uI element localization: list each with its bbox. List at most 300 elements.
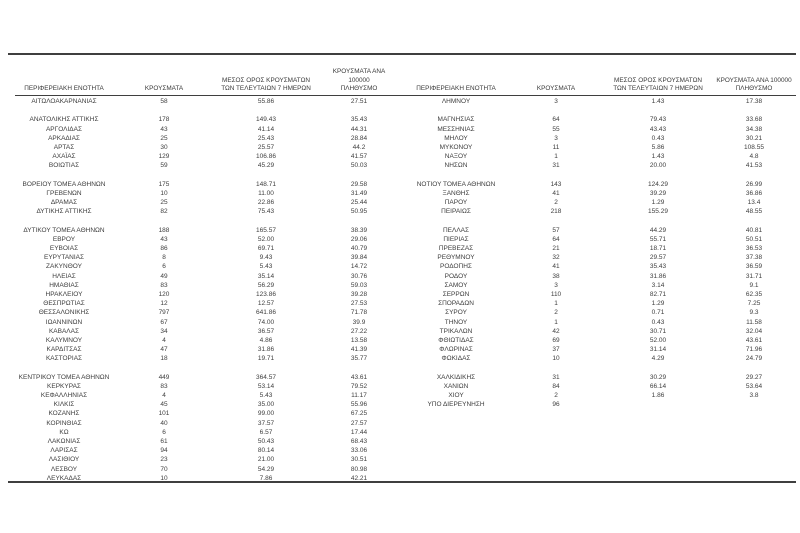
region-cell: ΠΕΙΡΑΙΩΣ — [441, 208, 471, 216]
per100k-cell: 31.71 — [745, 272, 763, 280]
cases-cell: 25 — [160, 134, 168, 142]
avg7-cell: 54.29 — [257, 465, 275, 473]
per100k-cell: 27.53 — [350, 300, 368, 308]
avg7-cell: 9.43 — [259, 254, 273, 262]
per100k-cell: 43.61 — [350, 373, 368, 381]
region-cell: ΔΡΑΜΑΣ — [50, 199, 78, 207]
region-cell: ΜΕΣΣΗΝΙΑΣ — [437, 125, 475, 133]
table-row — [10, 253, 396, 262]
table-row — [10, 180, 396, 189]
cases-cell: 34 — [160, 327, 168, 335]
avg7-cell: 82.71 — [649, 290, 667, 298]
region-cell: ΚΟΡΙΝΘΙΑΣ — [46, 419, 82, 427]
cases-cell: 10 — [160, 189, 168, 197]
region-cell: ΦΩΚΙΔΑΣ — [441, 355, 471, 363]
region-cell: ΔΥΤΙΚΗΣ ΑΤΤΙΚΗΣ — [36, 208, 92, 216]
table-row — [10, 134, 396, 143]
region-cell: ΛΗΜΝΟΥ — [441, 98, 471, 105]
per100k-cell: 108.55 — [744, 143, 764, 151]
avg7-cell: 80.14 — [257, 447, 275, 455]
table-body — [402, 97, 794, 409]
per100k-cell: 30.51 — [350, 456, 368, 464]
region-cell: ΣΥΡΟΥ — [445, 309, 467, 317]
table-row — [10, 437, 396, 446]
per100k-cell: 43.61 — [745, 336, 763, 344]
region-cell: ΔΥΤΙΚΟΥ ΤΟΜΕΑ ΑΘΗΝΩΝ — [23, 226, 105, 234]
table-row — [10, 207, 396, 216]
cases-cell: 188 — [158, 226, 170, 234]
per100k-cell: 48.55 — [745, 208, 763, 216]
table-row — [10, 419, 396, 428]
region-cell: ΠΡΕΒΕΖΑΣ — [438, 245, 474, 252]
row-group — [10, 97, 396, 106]
cases-cell: 449 — [158, 373, 170, 381]
region-cell: ΛΑΡΙΣΑΣ — [50, 447, 78, 455]
cases-cell: 61 — [160, 437, 168, 445]
cases-cell: 37 — [552, 346, 560, 354]
region-cell: ΓΡΕΒΕΝΩΝ — [46, 189, 82, 197]
cases-cell: 59 — [160, 162, 168, 170]
table-row — [402, 235, 794, 244]
region-cell: ΛΕΣΒΟΥ — [50, 465, 78, 473]
table-row — [10, 272, 396, 281]
per100k-cell: 27.22 — [350, 327, 368, 335]
per100k-cell: 7.25 — [747, 300, 761, 308]
table-row — [10, 290, 396, 299]
cases-cell: 30 — [160, 143, 168, 151]
avg7-cell: 123.86 — [256, 290, 276, 298]
cases-cell: 1 — [554, 300, 558, 308]
per100k-cell: 13.4 — [747, 199, 761, 207]
per100k-cell: 40.81 — [745, 226, 763, 234]
row-group — [10, 226, 396, 364]
avg7-cell: 5.43 — [259, 392, 273, 399]
table-row — [10, 474, 396, 483]
cases-cell: 64 — [552, 235, 560, 243]
region-cell: ΑΧΑΪΑΣ — [52, 153, 76, 161]
avg7-cell: 124.29 — [648, 180, 668, 188]
region-cell: ΤΗΝΟΥ — [444, 318, 468, 326]
per100k-cell: 9.3 — [749, 309, 759, 317]
cases-cell: 1 — [554, 318, 558, 326]
region-cell: ΜΥΚΟΝΟΥ — [439, 143, 473, 151]
column-header-avg7: ΜΕΣΟΣ ΟΡΟΣ ΚΡΟΥΣΜΑΤΩΝ ΤΩΝ ΤΕΛΕΥΤΑΙΩΝ 7 ΗΜΕΡΩΝ — [221, 76, 311, 92]
region-cell: ΚΙΛΚΙΣ — [53, 401, 75, 409]
table-row — [402, 244, 794, 253]
cases-cell: 64 — [552, 116, 560, 124]
cases-cell: 31 — [552, 373, 560, 381]
cases-cell: 12 — [160, 300, 168, 308]
table-row — [402, 318, 794, 327]
table-row — [10, 97, 396, 106]
per100k-cell: 59.03 — [350, 281, 368, 289]
region-cell: ΚΑΛΥΜΝΟΥ — [45, 336, 83, 344]
regional-units-table-left — [10, 53, 396, 483]
table-header-row — [402, 53, 794, 95]
per100k-cell: 55.96 — [350, 401, 368, 409]
per100k-cell: 25.44 — [350, 199, 368, 207]
region-cell: ΕΒΡΟΥ — [52, 235, 76, 243]
table-row — [10, 152, 396, 161]
avg7-cell: 1.43 — [651, 98, 665, 105]
avg7-cell: 6.57 — [259, 428, 273, 436]
avg7-cell: 165.57 — [256, 226, 276, 234]
table-row — [402, 272, 794, 281]
cases-cell: 797 — [158, 309, 170, 317]
table-row — [10, 226, 396, 235]
per100k-cell: 79.52 — [350, 382, 368, 390]
region-cell: ΡΟΔΟΠΗΣ — [440, 263, 472, 271]
per100k-cell: 27.51 — [350, 98, 368, 105]
table-row — [10, 143, 396, 152]
avg7-cell: 52.00 — [649, 336, 667, 344]
avg7-cell: 41.14 — [257, 125, 275, 133]
cases-cell: 25 — [160, 199, 168, 207]
avg7-cell: 45.29 — [257, 162, 275, 170]
per100k-cell: 33.68 — [745, 116, 763, 124]
table-body — [10, 97, 396, 483]
avg7-cell: 39.29 — [649, 189, 667, 197]
cases-cell: 1 — [554, 153, 558, 161]
per100k-cell: 29.27 — [745, 373, 763, 381]
column-header-region: ΠΕΡΙΦΕΡΕΙΑΚΗ ΕΝΟΤΗΤΑ — [416, 84, 496, 92]
avg7-cell: 37.57 — [257, 419, 275, 427]
per100k-cell: 67.25 — [350, 410, 368, 418]
avg7-cell: 106.86 — [256, 153, 276, 161]
cases-cell: 10 — [552, 355, 560, 363]
cases-cell: 94 — [160, 447, 168, 455]
cases-cell: 47 — [160, 346, 168, 354]
region-cell: ΠΕΛΛΑΣ — [442, 226, 470, 234]
table-row — [10, 428, 396, 437]
table-row — [402, 226, 794, 235]
region-cell: ΜΗΛΟΥ — [444, 134, 468, 142]
row-group — [10, 373, 396, 483]
avg7-cell: 55.86 — [257, 98, 275, 105]
region-cell: ΑΙΤΩΛΟΑΚΑΡΝΑΝΙΑΣ — [31, 98, 97, 105]
avg7-cell — [602, 400, 714, 409]
table-row — [10, 354, 396, 363]
column-header-per100k: ΚΡΟΥΣΜΑΤΑ ΑΝΑ 100000 ΠΛΗΘΥΣΜΟ — [716, 76, 792, 92]
avg7-cell: 4.29 — [651, 355, 665, 363]
avg7-cell: 5.86 — [651, 143, 665, 151]
region-cell: ΚΕΝΤΡΙΚΟΥ ΤΟΜΕΑ ΑΘΗΝΩΝ — [18, 373, 110, 381]
region-cell: ΧΑΛΚΙΔΙΚΗΣ — [436, 373, 476, 381]
per100k-cell: 9.1 — [749, 281, 759, 289]
per100k-cell: 36.59 — [745, 263, 763, 271]
cases-cell: 8 — [162, 254, 166, 262]
table-row — [402, 299, 794, 308]
region-cell: ΙΩΑΝΝΙΝΩΝ — [45, 318, 83, 326]
table-row — [10, 391, 396, 400]
table-row — [402, 97, 794, 106]
per100k-cell: 33.06 — [350, 447, 368, 455]
table-row — [402, 373, 794, 382]
cases-cell: 32 — [552, 254, 560, 262]
table-row — [402, 180, 794, 189]
table-row — [10, 409, 396, 418]
cases-cell: 84 — [552, 382, 560, 390]
table-row — [402, 354, 794, 363]
per100k-cell: 30.76 — [350, 272, 368, 280]
cases-cell: 6 — [162, 428, 166, 436]
table-row — [402, 382, 794, 391]
avg7-cell: 30.29 — [649, 373, 667, 381]
per100k-cell: 4.8 — [749, 153, 759, 161]
regional-units-table-right — [402, 53, 794, 409]
per100k-cell: 71.78 — [350, 309, 368, 317]
cases-cell: 3 — [554, 281, 558, 289]
cases-cell: 23 — [160, 456, 168, 464]
region-cell: ΚΩ — [59, 428, 69, 436]
table-row — [402, 189, 794, 198]
cases-cell: 2 — [554, 392, 558, 399]
per100k-cell: 27.57 — [350, 419, 368, 427]
region-cell: ΒΟΡΕΙΟΥ ΤΟΜΕΑ ΑΘΗΝΩΝ — [22, 180, 106, 188]
per100k-cell: 13.58 — [350, 336, 368, 344]
region-cell: ΦΘΙΩΤΙΔΑΣ — [438, 336, 474, 344]
region-cell: ΞΑΝΘΗΣ — [442, 189, 470, 197]
region-cell: ΠΙΕΡΙΑΣ — [443, 235, 469, 243]
region-cell: ΑΡΚΑΔΙΑΣ — [48, 134, 80, 142]
table-row — [402, 125, 794, 134]
avg7-cell: 1.43 — [651, 153, 665, 161]
cases-cell: 58 — [160, 98, 168, 105]
region-cell: ΛΕΥΚΑΔΑΣ — [46, 474, 82, 482]
table-row — [402, 391, 794, 400]
avg7-cell: 21.00 — [257, 456, 275, 464]
table-row — [10, 308, 396, 317]
avg7-cell: 25.43 — [257, 134, 275, 142]
avg7-cell: 79.43 — [649, 116, 667, 124]
cases-cell: 178 — [158, 116, 170, 124]
avg7-cell: 35.43 — [649, 263, 667, 271]
per100k-cell: 11.17 — [351, 392, 367, 399]
region-cell: ΜΑΓΝΗΣΙΑΣ — [437, 116, 475, 124]
cases-cell: 143 — [550, 180, 562, 188]
per100k-cell: 32.04 — [745, 327, 763, 335]
table-row — [10, 198, 396, 207]
table-row — [402, 290, 794, 299]
cases-cell: 129 — [158, 153, 170, 161]
avg7-cell: 0.43 — [651, 134, 665, 142]
region-cell: ΘΕΣΠΡΩΤΙΑΣ — [43, 300, 85, 308]
per100k-cell: 34.38 — [745, 125, 763, 133]
region-cell: ΧΑΝΙΩΝ — [443, 382, 469, 390]
region-cell: ΣΑΜΟΥ — [444, 281, 468, 289]
region-cell: ΝΟΤΙΟΥ ΤΟΜΕΑ ΑΘΗΝΩΝ — [416, 180, 496, 188]
avg7-cell: 0.71 — [651, 309, 665, 317]
avg7-cell: 5.43 — [259, 263, 273, 271]
per100k-cell: 14.72 — [350, 263, 368, 271]
per100k-cell: 68.43 — [350, 437, 368, 445]
per100k-cell: 36.86 — [745, 189, 763, 197]
table-row — [10, 115, 396, 124]
cases-cell: 41 — [552, 189, 560, 197]
cases-cell: 10 — [160, 474, 168, 482]
avg7-cell: 53.14 — [257, 382, 275, 390]
table-row — [10, 318, 396, 327]
region-cell: ΣΕΡΡΩΝ — [442, 290, 470, 298]
row-group — [10, 180, 396, 217]
per100k-cell: 62.35 — [745, 290, 763, 298]
avg7-cell: 149.43 — [256, 116, 276, 124]
avg7-cell: 43.43 — [649, 125, 667, 133]
avg7-cell: 74.00 — [257, 318, 275, 326]
per100k-cell: 39.9 — [352, 318, 366, 326]
region-cell: ΖΑΚΥΝΘΟΥ — [46, 263, 82, 271]
per100k-cell: 17.44 — [350, 428, 368, 436]
per100k-cell: 42.21 — [350, 474, 368, 482]
region-cell: ΑΝΑΤΟΛΙΚΗΣ ΑΤΤΙΚΗΣ — [29, 116, 99, 124]
avg7-cell: 66.14 — [649, 382, 667, 390]
table-row — [402, 281, 794, 290]
table-row — [10, 189, 396, 198]
cases-cell: 49 — [160, 272, 168, 280]
per100k-cell: 50.51 — [745, 235, 763, 243]
region-cell: ΡΟΔΟΥ — [444, 272, 468, 280]
avg7-cell: 22.86 — [257, 199, 275, 207]
per100k-cell: 38.39 — [350, 226, 368, 234]
table-row — [402, 152, 794, 161]
region-cell: ΠΑΡΟΥ — [444, 199, 468, 207]
cases-cell: 18 — [160, 355, 168, 363]
region-cell: ΕΥΡΥΤΑΝΙΑΣ — [43, 254, 85, 262]
avg7-cell: 7.86 — [259, 474, 273, 482]
table-row — [10, 382, 396, 391]
avg7-cell: 31.86 — [257, 346, 275, 354]
avg7-cell: 36.57 — [257, 327, 275, 335]
avg7-cell: 3.14 — [651, 281, 665, 289]
region-cell: ΝΗΣΩΝ — [444, 162, 468, 170]
table-row — [402, 253, 794, 262]
avg7-cell: 20.00 — [649, 162, 667, 170]
table-row — [402, 161, 794, 170]
cases-cell: 2 — [554, 309, 558, 317]
avg7-cell: 1.29 — [651, 199, 665, 207]
table-row — [10, 299, 396, 308]
region-cell: ΡΕΘΥΜΝΟΥ — [437, 254, 475, 262]
avg7-cell: 50.43 — [257, 437, 275, 445]
cases-cell: 218 — [550, 208, 562, 216]
region-cell: ΚΑΡΔΙΤΣΑΣ — [46, 346, 82, 354]
avg7-cell: 69.71 — [257, 245, 275, 252]
per100k-cell: 17.38 — [745, 98, 763, 105]
avg7-cell: 641.86 — [256, 309, 276, 317]
region-cell: ΦΛΩΡΙΝΑΣ — [439, 346, 473, 354]
avg7-cell: 148.71 — [256, 180, 276, 188]
avg7-cell: 44.29 — [649, 226, 667, 234]
per100k-cell: 50.03 — [350, 162, 368, 170]
table-row — [10, 161, 396, 170]
per100k-cell: 24.79 — [745, 355, 763, 363]
table-row — [10, 400, 396, 409]
avg7-cell: 31.14 — [649, 346, 667, 354]
table-row — [10, 446, 396, 455]
cases-cell: 110 — [550, 290, 562, 298]
region-cell: ΕΥΒΟΙΑΣ — [49, 245, 79, 252]
region-cell: ΤΡΙΚΑΛΩΝ — [439, 327, 473, 335]
per100k-cell: 31.49 — [350, 189, 368, 197]
region-cell: ΧΙΟΥ — [448, 392, 464, 399]
table-row — [10, 244, 396, 253]
table-row — [10, 336, 396, 345]
per100k-cell: 44.31 — [350, 125, 368, 133]
per100k-cell: 44.2 — [352, 143, 366, 151]
table-row — [10, 281, 396, 290]
table-row — [10, 125, 396, 134]
avg7-cell: 12.57 — [257, 300, 275, 308]
row-group — [402, 226, 794, 364]
per100k-cell: 37.38 — [745, 254, 763, 262]
column-header-per100k: ΚΡΟΥΣΜΑΤΑ ΑΝΑ 100000 ΠΛΗΘΥΣΜΟ — [332, 68, 386, 92]
cases-cell: 83 — [160, 281, 168, 289]
cases-cell: 96 — [552, 401, 560, 409]
row-group — [402, 373, 794, 410]
column-header-avg7: ΜΕΣΟΣ ΟΡΟΣ ΚΡΟΥΣΜΑΤΩΝ ΤΩΝ ΤΕΛΕΥΤΑΙΩΝ 7 ΗΜΕΡΩΝ — [613, 76, 703, 92]
cases-cell: 41 — [552, 263, 560, 271]
avg7-cell: 155.29 — [648, 208, 668, 216]
region-cell: ΗΡΑΚΛΕΙΟΥ — [45, 290, 83, 298]
cases-cell: 70 — [160, 465, 168, 473]
table-row — [10, 465, 396, 474]
per100k-cell: 3.8 — [749, 392, 759, 399]
per100k-cell: 71.96 — [745, 346, 763, 354]
table-row — [10, 373, 396, 382]
per100k-cell: 35.43 — [350, 116, 368, 124]
avg7-cell: 1.29 — [651, 300, 665, 308]
region-cell: ΑΡΤΑΣ — [53, 143, 75, 151]
row-group — [402, 180, 794, 217]
region-cell: ΝΑΞΟΥ — [444, 153, 468, 161]
row-group — [402, 115, 794, 170]
per100k-cell: 41.53 — [745, 162, 763, 170]
avg7-cell: 56.29 — [257, 281, 275, 289]
region-cell: ΑΡΓΟΛΙΔΑΣ — [45, 125, 83, 133]
cases-cell: 42 — [552, 327, 560, 335]
avg7-cell: 55.71 — [649, 235, 667, 243]
table-header-row — [10, 53, 396, 95]
region-cell: ΣΠΟΡΑΔΩΝ — [438, 300, 474, 308]
per100k-cell: 29.06 — [350, 235, 368, 243]
avg7-cell: 31.86 — [649, 272, 667, 280]
avg7-cell: 35.00 — [257, 401, 275, 409]
column-header-cases: ΚΡΟΥΣΜΑΤΑ — [144, 84, 184, 92]
avg7-cell: 52.00 — [257, 235, 275, 243]
cases-cell: 3 — [554, 134, 558, 142]
table-row — [402, 345, 794, 354]
avg7-cell: 19.71 — [257, 355, 275, 363]
avg7-cell: 0.43 — [651, 318, 665, 326]
cases-cell: 21 — [552, 245, 560, 252]
per100k-cell: 80.98 — [350, 465, 368, 473]
cases-cell: 86 — [160, 245, 168, 252]
column-header-region: ΠΕΡΙΦΕΡΕΙΑΚΗ ΕΝΟΤΗΤΑ — [24, 84, 104, 92]
region-cell: ΚΟΖΑΝΗΣ — [48, 410, 80, 418]
cases-cell: 83 — [160, 382, 168, 390]
row-group — [402, 97, 794, 106]
cases-cell: 4 — [162, 336, 166, 344]
per100k-cell — [714, 400, 794, 409]
row-group — [10, 115, 396, 170]
table-row — [402, 400, 794, 409]
cases-cell: 120 — [158, 290, 170, 298]
per100k-cell: 28.84 — [350, 134, 368, 142]
cases-cell: 55 — [552, 125, 560, 133]
table-row — [402, 143, 794, 152]
region-cell: ΛΑΚΩΝΙΑΣ — [47, 437, 81, 445]
avg7-cell: 4.86 — [259, 336, 273, 344]
